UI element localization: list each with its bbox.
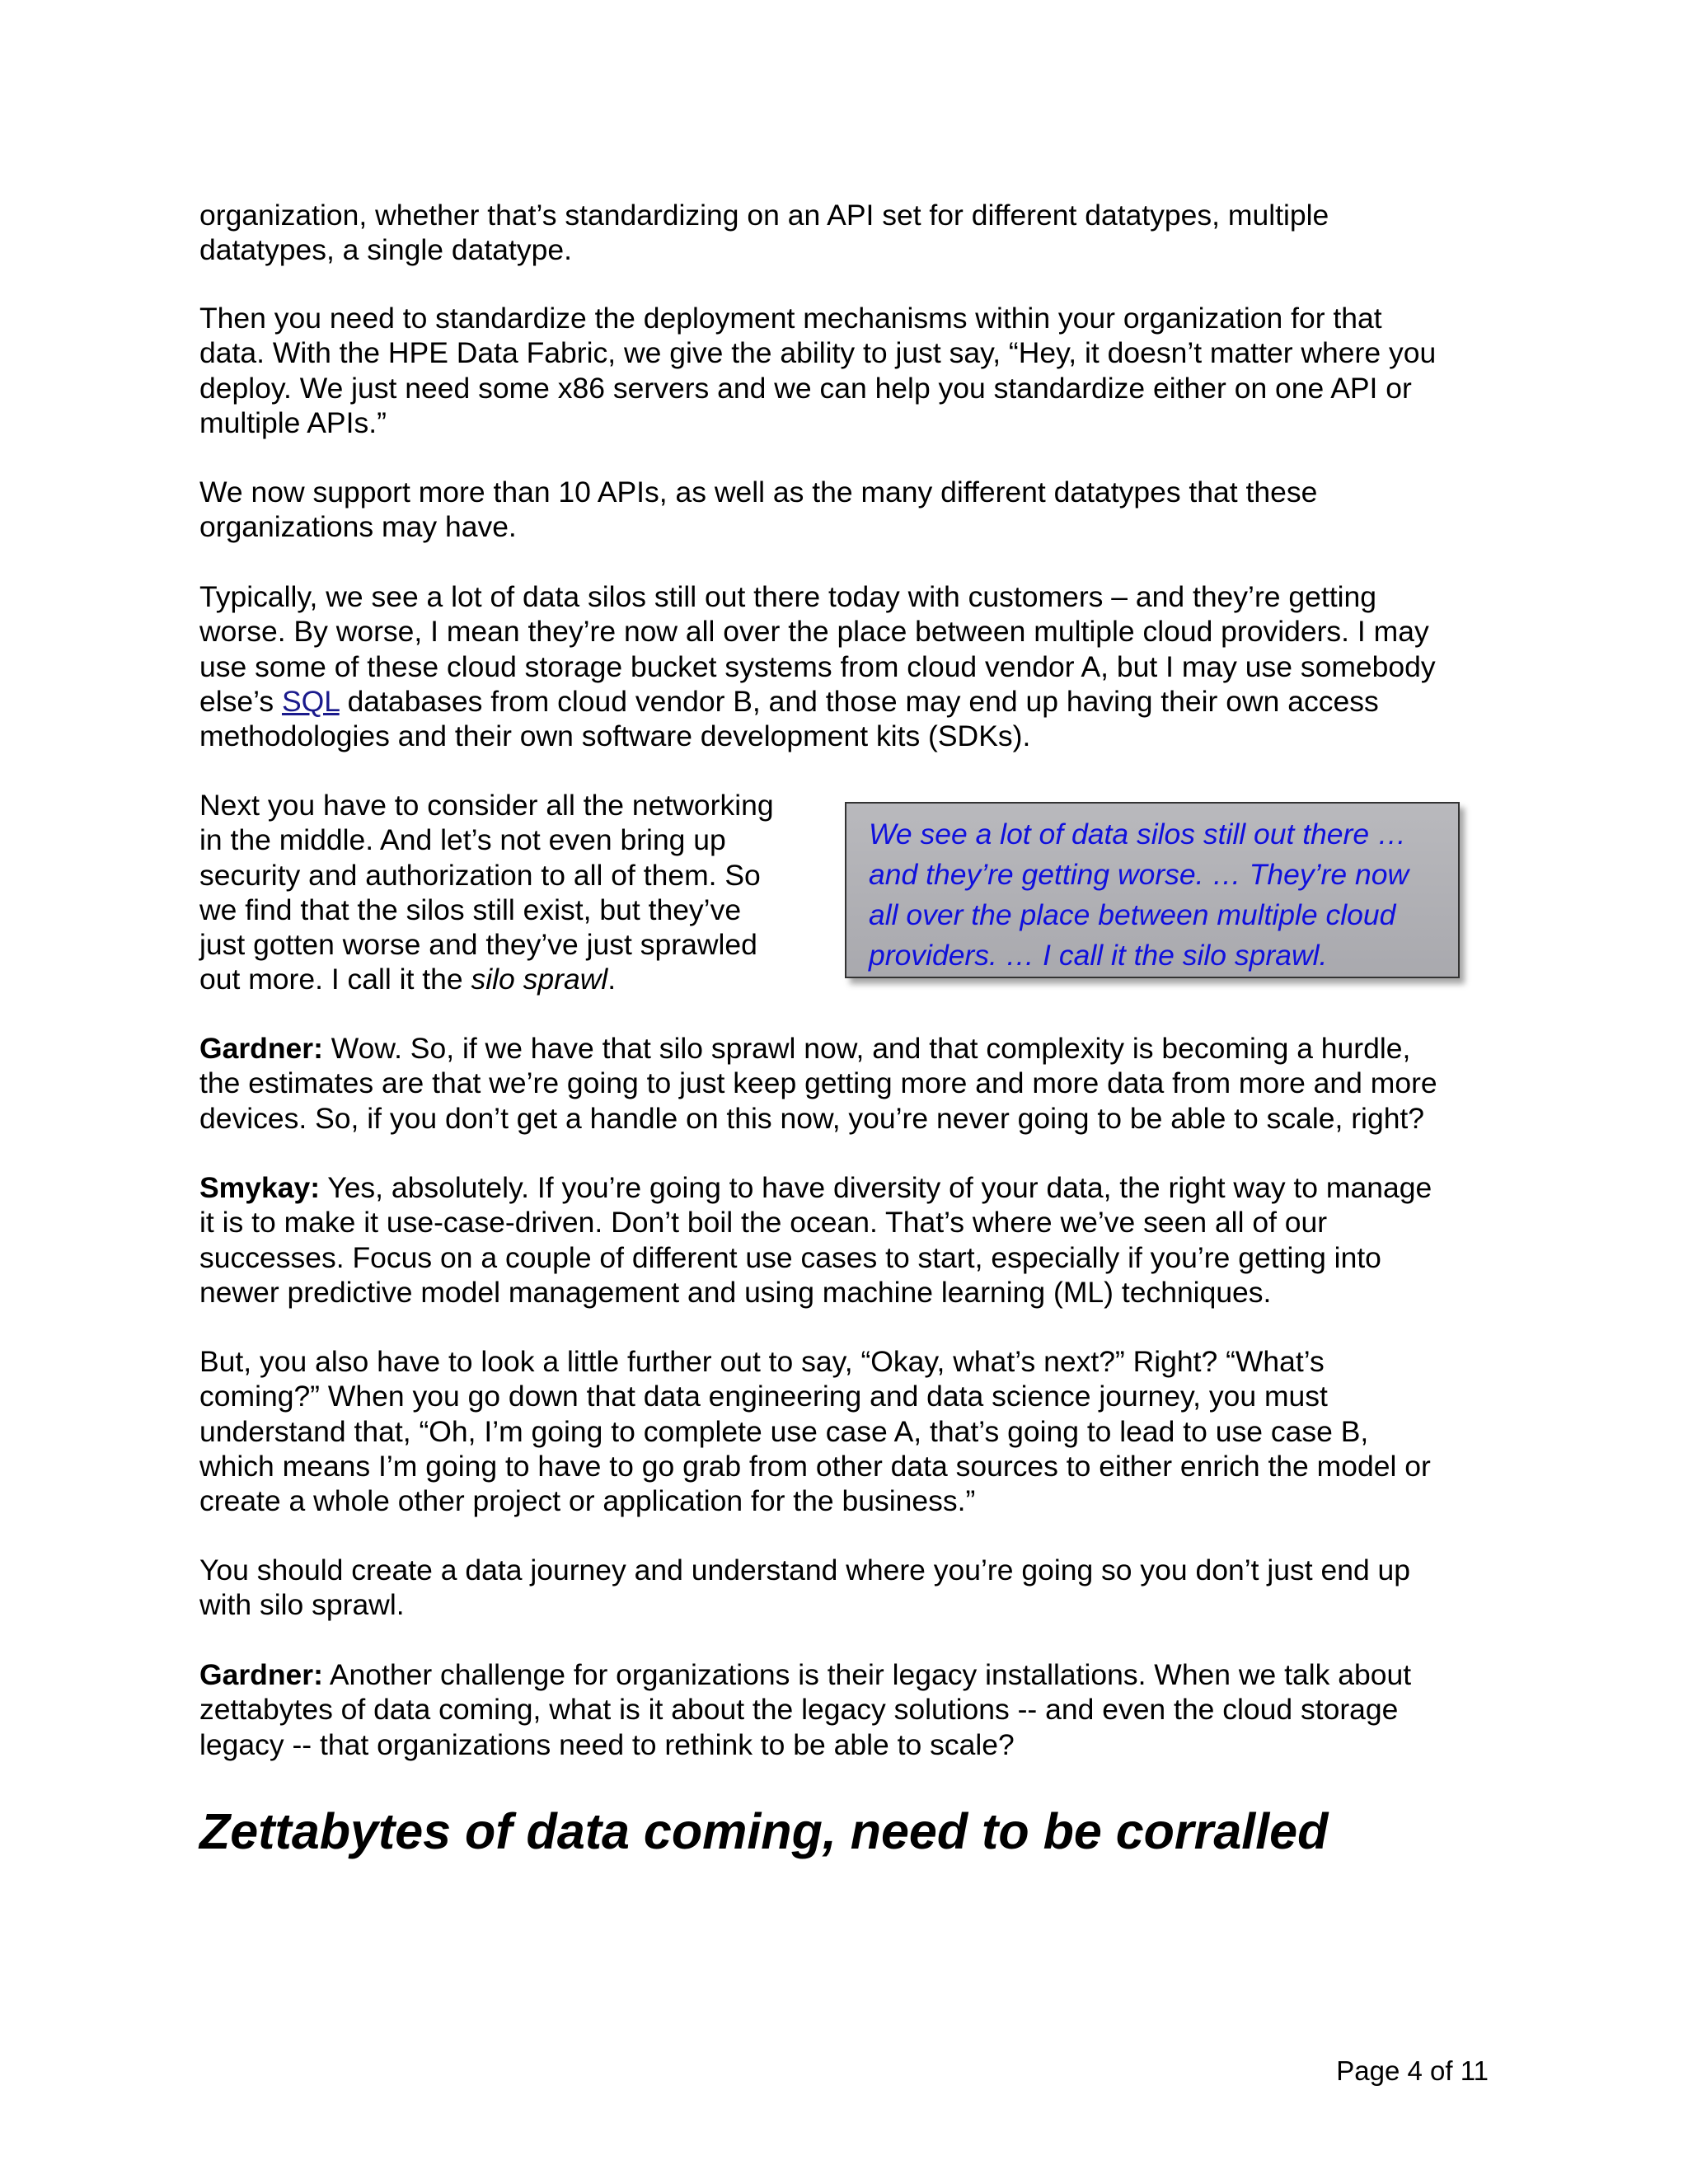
paragraph-9 bbox=[199, 1553, 1495, 1623]
text-fragment: out more. I call it the bbox=[199, 963, 471, 996]
paragraph-10 bbox=[199, 1657, 1495, 1762]
text-fragment: Yes, absolutely. If you’re going to have diversity of your data, the right way to manage bbox=[320, 1171, 1432, 1204]
pull-quote-callout bbox=[845, 802, 1460, 978]
sql-link[interactable]: SQL bbox=[281, 684, 340, 718]
text-line bbox=[199, 1170, 1495, 1205]
text-line: data. With the HPE Data Fabric, we give the ability to just say, “Hey, it doesn’t matter where you bbox=[199, 336, 1437, 370]
text-line: worse. By worse, I mean they’re now all over the place between multiple cloud providers. I may bbox=[199, 615, 1429, 649]
text-line: newer predictive model management and using machine learning (ML) techniques. bbox=[199, 1275, 1272, 1309]
speaker-label: Gardner: bbox=[199, 1032, 323, 1065]
text-line: which means I’m going to have to go grab from other data sources to either enrich the model or bbox=[199, 1449, 1431, 1483]
callout-line: We see a lot of data silos still out there … bbox=[869, 818, 1407, 851]
text-line: datatypes, a single datatype. bbox=[199, 233, 572, 267]
text-line: just gotten worse and they’ve just sprawled bbox=[199, 928, 757, 962]
text-line: the estimates are that we’re going to just keep getting more and more data from more and more bbox=[199, 1066, 1437, 1100]
text-fragment: Another challenge for organizations is their legacy installations. When we talk about bbox=[322, 1658, 1412, 1691]
text-line: with silo sprawl. bbox=[199, 1588, 405, 1622]
text-fragment: databases from cloud vendor B, and those may end up having their own access bbox=[339, 684, 1379, 718]
text-fragment: . bbox=[607, 963, 617, 996]
text-line: Next you have to consider all the networking bbox=[199, 789, 774, 822]
text-line: devices. So, if you don’t get a handle on this now, you’re never going to be able to scale, right? bbox=[199, 1101, 1425, 1135]
text-line: You should create a data journey and understand where you’re going so you don’t just end up bbox=[199, 1554, 1411, 1586]
text-line: we find that the silos still exist, but they’ve bbox=[199, 893, 742, 926]
paragraph-4 bbox=[199, 579, 1495, 753]
speaker-label: Gardner: bbox=[199, 1658, 323, 1691]
paragraph-8 bbox=[199, 1344, 1495, 1518]
text-line: organizations may have. bbox=[199, 510, 517, 544]
text-line: create a whole other project or application for the business.” bbox=[199, 1484, 976, 1518]
text-fragment: else’s bbox=[199, 684, 282, 718]
text-line: successes. Focus on a couple of different use cases to start, especially if you’re getting into bbox=[199, 1240, 1381, 1274]
text-line-with-link bbox=[199, 684, 1495, 719]
text-line: Typically, we see a lot of data silos still out there today with customers – and they’re getting bbox=[199, 580, 1376, 613]
text-line: coming?” When you go down that data engineering and data science journey, you must bbox=[199, 1380, 1328, 1413]
emphasis-silo-sprawl: silo sprawl bbox=[471, 963, 608, 996]
text-line: it is to make it use-case-driven. Don’t boil the ocean. That’s where we’ve seen all of our bbox=[199, 1206, 1328, 1240]
callout-line: all over the place between multiple cloud bbox=[869, 898, 1396, 931]
paragraph-5 bbox=[199, 788, 826, 997]
text-line: understand that, “Oh, I’m going to complete use case A, that’s going to lead to use case B, bbox=[199, 1414, 1369, 1448]
section-heading: Zettabytes of data coming, need to be corralled bbox=[199, 1803, 1329, 1859]
text-line: in the middle. And let’s not even bring up bbox=[199, 823, 726, 857]
paragraph-7 bbox=[199, 1170, 1495, 1310]
text-line: deploy. We just need some x86 servers and we can help you standardize either on one API or bbox=[199, 371, 1412, 405]
speaker-label: Smykay: bbox=[199, 1171, 321, 1204]
paragraph-3 bbox=[199, 475, 1495, 545]
text-line bbox=[199, 1657, 1495, 1692]
paragraph-1 bbox=[199, 198, 1495, 268]
page-number: Page 4 of 11 bbox=[1336, 2055, 1489, 2086]
callout-line: and they’re getting worse. … They’re now bbox=[869, 858, 1409, 891]
text-line: zettabytes of data coming, what is it about the legacy solutions -- and even the cloud storage bbox=[199, 1693, 1399, 1727]
text-line: use some of these cloud storage bucket systems from cloud vendor A, but I may use somebody bbox=[199, 649, 1436, 683]
text-fragment: Wow. So, if we have that silo sprawl now, and that complexity is becoming a hurdle, bbox=[322, 1032, 1411, 1065]
text-line: methodologies and their own software development kits (SDKs). bbox=[199, 719, 1031, 753]
text-line: organization, whether that’s standardizing on an API set for different datatypes, multiple bbox=[199, 199, 1329, 232]
text-line bbox=[199, 962, 826, 996]
text-line: legacy -- that organizations need to rethink to be able to scale? bbox=[199, 1727, 1015, 1761]
paragraph-6 bbox=[199, 1031, 1495, 1136]
text-line: But, you also have to look a little further out to say, “Okay, what’s next?” Right? “What’s bbox=[199, 1345, 1325, 1378]
text-line: security and authorization to all of them. So bbox=[199, 858, 761, 892]
callout-line: providers. … I call it the silo sprawl. bbox=[869, 939, 1328, 972]
text-line: Then you need to standardize the deployment mechanisms within your organization for that bbox=[199, 302, 1382, 335]
text-line: multiple APIs.” bbox=[199, 405, 387, 439]
paragraph-2 bbox=[199, 301, 1495, 440]
text-line: We now support more than 10 APIs, as well as the many different datatypes that these bbox=[199, 476, 1318, 509]
text-line bbox=[199, 1031, 1495, 1066]
